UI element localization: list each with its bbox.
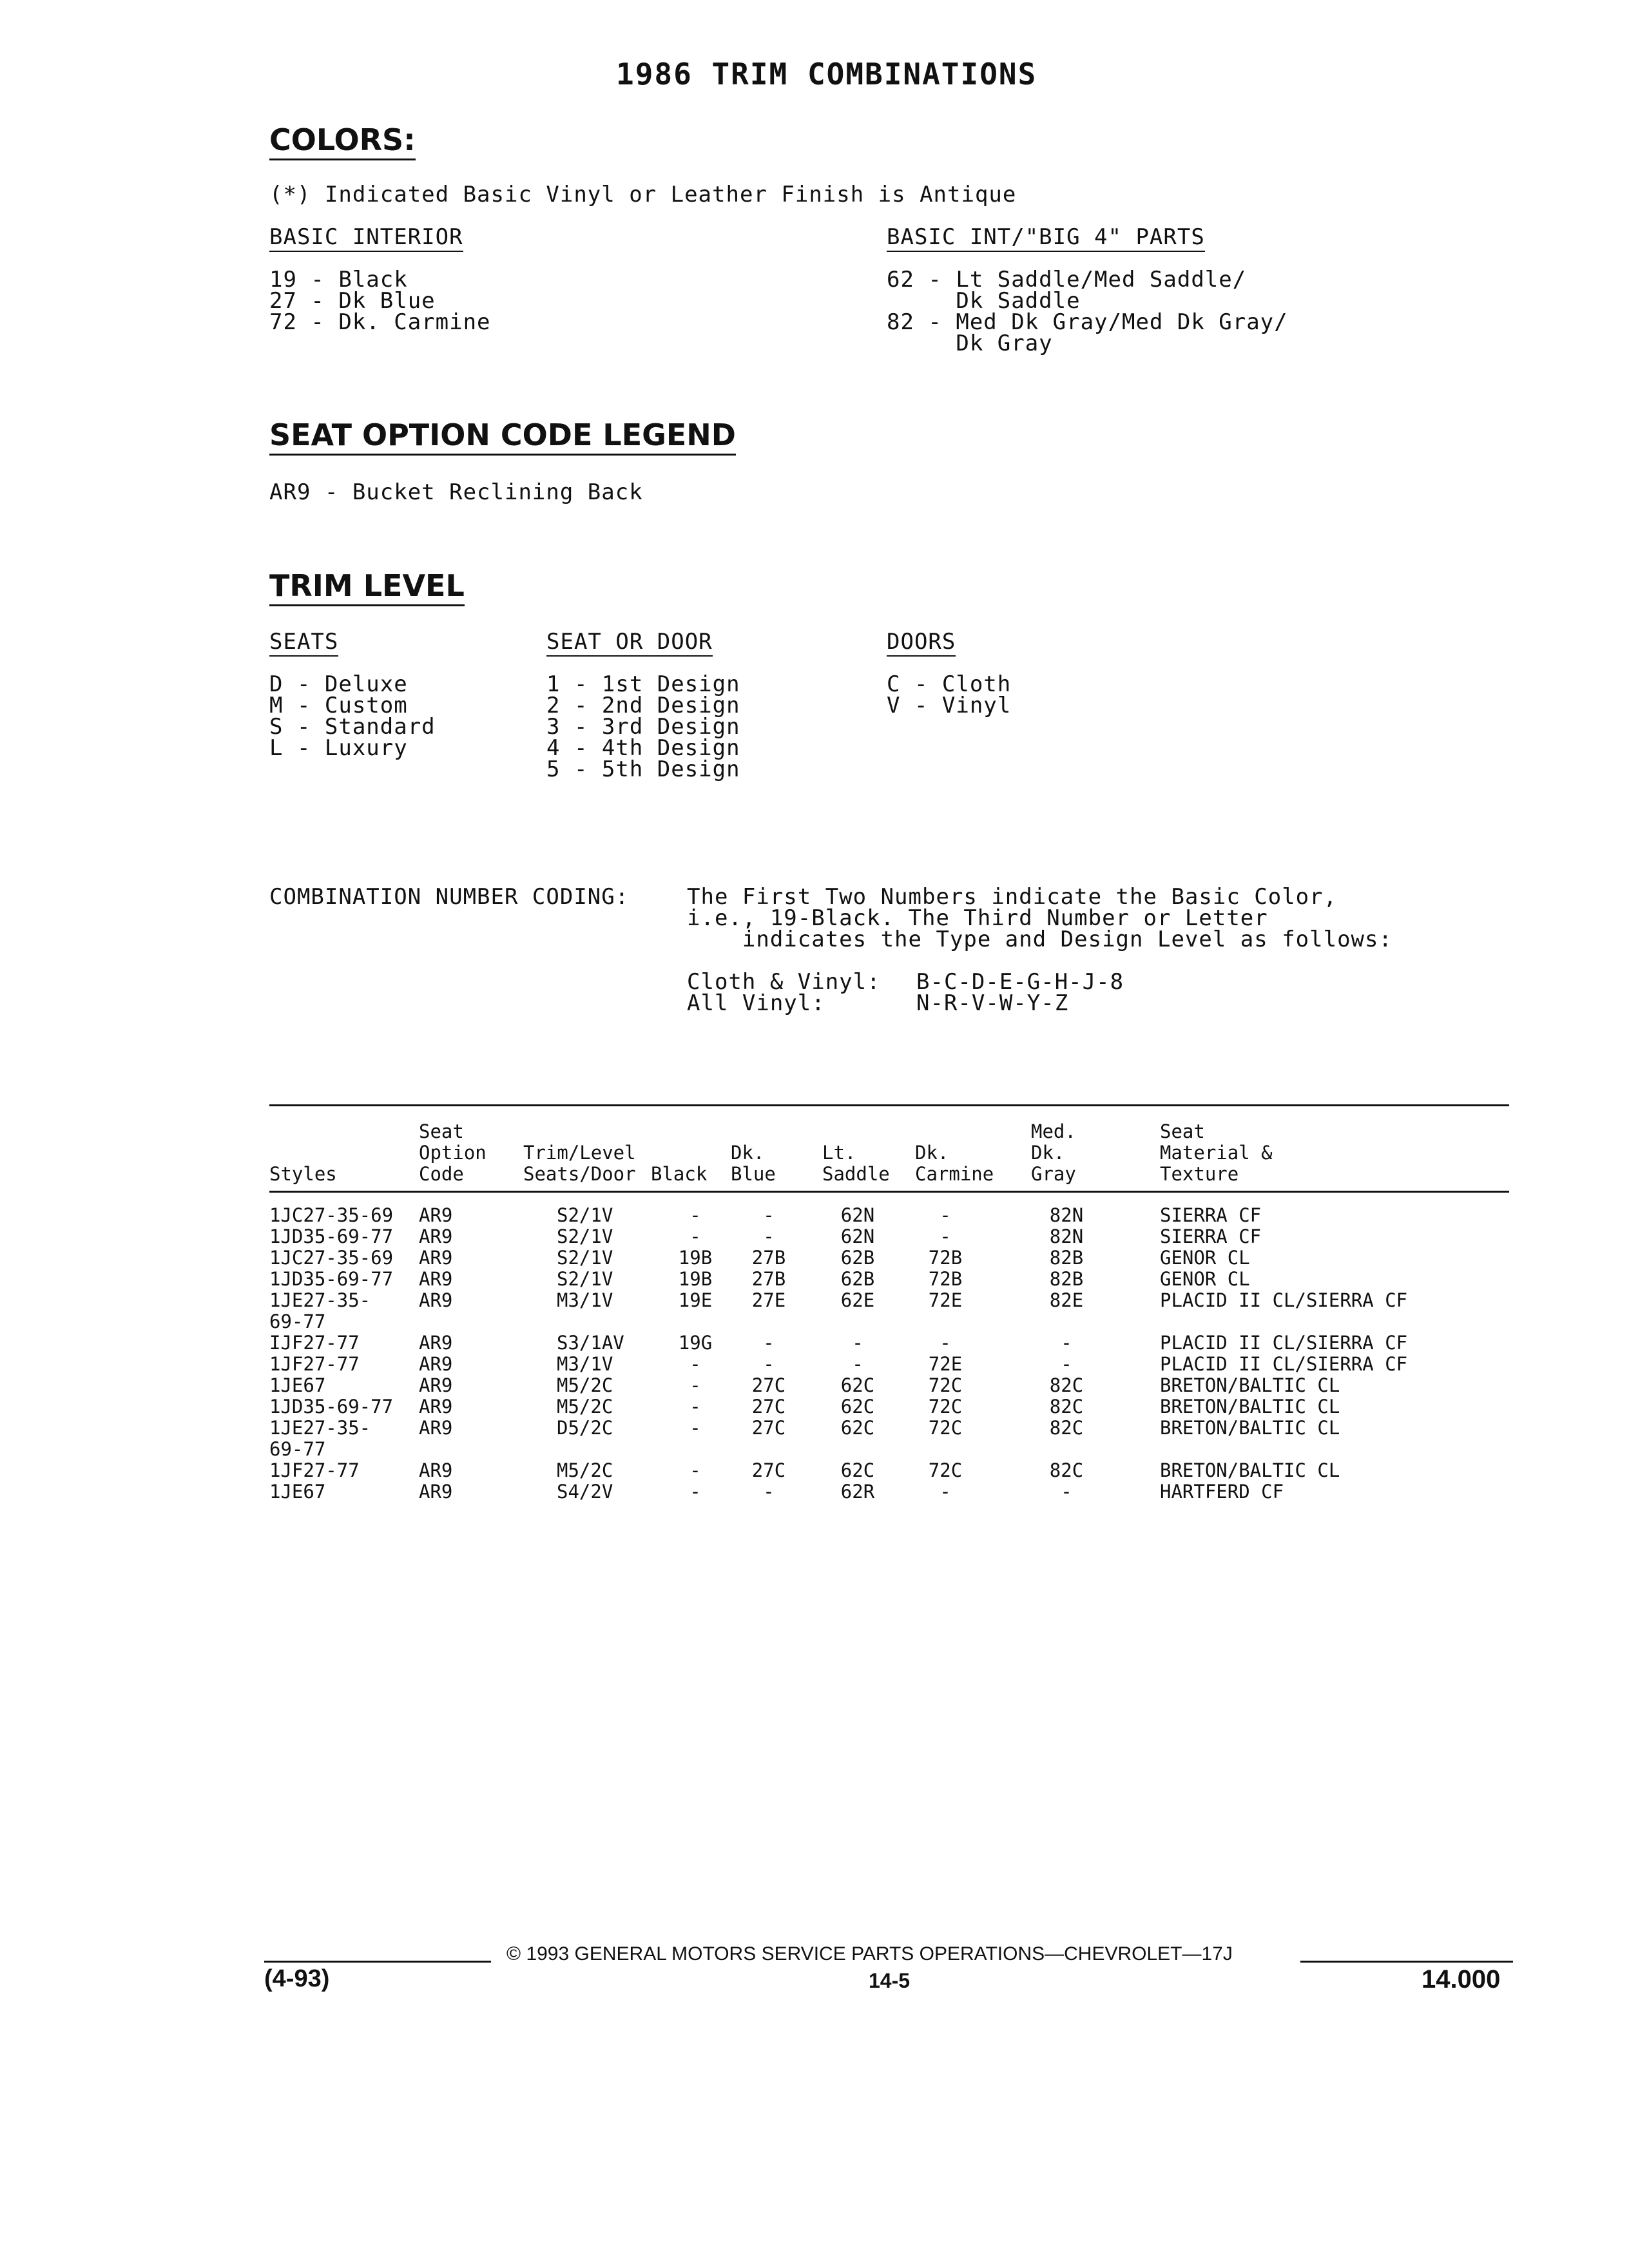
cell-trim-level: S2/1V — [557, 1204, 613, 1226]
cell-med-dk-gray: 82N — [1049, 1204, 1084, 1226]
cell-dk-carmine: 72B — [928, 1247, 963, 1269]
cell-style: 1JD35-69-77 — [269, 1225, 394, 1247]
cell-dk-blue: - — [763, 1481, 775, 1503]
cloth-vinyl-label: Cloth & Vinyl: — [687, 969, 881, 995]
footer-copyright: © 1993 GENERAL MOTORS SERVICE PARTS OPERATIONS—CHEVROLET—17J — [506, 1943, 1233, 1965]
col-header-styles: Styles — [269, 1163, 337, 1185]
cell-black: - — [689, 1225, 701, 1247]
cell-dk-blue: 27C — [751, 1417, 786, 1439]
coding-line: i.e., 19-Black. The Third Number or Letter — [687, 905, 1268, 931]
cell-trim-level: M5/2C — [557, 1396, 613, 1418]
page-title: 1986 TRIM COMBINATIONS — [616, 57, 1037, 91]
cell-seat-material: BRETON/BALTIC CL — [1160, 1417, 1340, 1439]
cell-seat-material: GENOR CL — [1160, 1268, 1250, 1290]
big4-item: Dk Saddle — [887, 288, 1081, 314]
seat-or-door-item: 4 - 4th Design — [546, 735, 740, 761]
cell-lt-saddle: 62R — [840, 1481, 875, 1503]
table-top-rule — [269, 1104, 1509, 1106]
cell-dk-blue: - — [763, 1332, 775, 1354]
cell-seat-material: BRETON/BALTIC CL — [1160, 1396, 1340, 1418]
big4-item: 62 - Lt Saddle/Med Saddle/ — [887, 267, 1247, 293]
cell-trim-level: M3/1V — [557, 1353, 613, 1375]
cell-dk-carmine: - — [940, 1481, 951, 1503]
cell-lt-saddle: 62N — [840, 1225, 875, 1247]
basic-interior-label: BASIC INTERIOR — [269, 227, 463, 252]
cell-dk-blue: 27C — [751, 1374, 786, 1396]
cell-dk-carmine: 72C — [928, 1396, 963, 1418]
seat-or-door-item: 5 - 5th Design — [546, 756, 740, 782]
cell-lt-saddle: 62C — [840, 1374, 875, 1396]
col-header-seat-option: Seat Option Code — [419, 1120, 487, 1185]
cell-med-dk-gray: - — [1061, 1481, 1072, 1503]
cell-seat-material: PLACID II CL/SIERRA CF — [1160, 1332, 1408, 1354]
colors-note: (*) Indicated Basic Vinyl or Leather Finish is Antique — [269, 182, 1017, 207]
doors-label: DOORS — [887, 631, 956, 657]
cell-med-dk-gray: - — [1061, 1332, 1072, 1354]
cell-med-dk-gray: 82B — [1049, 1247, 1084, 1269]
cell-seat-option: AR9 — [419, 1332, 453, 1354]
cell-lt-saddle: 62B — [840, 1247, 875, 1269]
cell-dk-carmine: 72C — [928, 1374, 963, 1396]
cell-style: 1JE27-35- 69-77 — [269, 1289, 371, 1332]
cell-black: - — [689, 1481, 701, 1503]
cell-lt-saddle: 62C — [840, 1417, 875, 1439]
doors-item: V - Vinyl — [887, 693, 1012, 718]
cell-style: 1JE67 — [269, 1481, 326, 1503]
cell-style: 1JF27-77 — [269, 1353, 360, 1375]
doors-item: C - Cloth — [887, 671, 1012, 697]
cell-trim-level: D5/2C — [557, 1417, 613, 1439]
cell-seat-option: AR9 — [419, 1204, 453, 1226]
cell-black: - — [689, 1353, 701, 1375]
cell-seat-option: AR9 — [419, 1396, 453, 1418]
cell-black: 19E — [678, 1289, 713, 1311]
cell-seat-option: AR9 — [419, 1353, 453, 1375]
cell-trim-level: M5/2C — [557, 1459, 613, 1481]
cell-style: 1JF27-77 — [269, 1459, 360, 1481]
cell-seat-option: AR9 — [419, 1289, 453, 1311]
cell-style: IJF27-77 — [269, 1332, 360, 1354]
cell-seat-material: HARTFERD CF — [1160, 1481, 1284, 1503]
big4-item: Dk Gray — [887, 331, 1053, 356]
cell-trim-level: M5/2C — [557, 1374, 613, 1396]
footer-rule-left — [264, 1961, 491, 1963]
cell-dk-blue: 27C — [751, 1459, 786, 1481]
cell-trim-level: S2/1V — [557, 1247, 613, 1269]
cell-dk-carmine: - — [940, 1332, 951, 1354]
col-header-trim-level: Trim/Level Seats/Door — [523, 1142, 636, 1185]
coding-label: COMBINATION NUMBER CODING: — [269, 884, 630, 910]
col-header-black: Black — [651, 1163, 708, 1185]
cell-black: - — [689, 1459, 701, 1481]
coding-line: indicates the Type and Design Level as follows: — [687, 927, 1393, 952]
cell-dk-blue: 27C — [751, 1396, 786, 1418]
cell-med-dk-gray: 82E — [1049, 1289, 1084, 1311]
cell-seat-option: AR9 — [419, 1268, 453, 1290]
footer-rule-right — [1300, 1961, 1513, 1963]
col-header-dk-carmine: Dk. Carmine — [915, 1142, 994, 1185]
cell-trim-level: S4/2V — [557, 1481, 613, 1503]
seat-or-door-item: 3 - 3rd Design — [546, 714, 740, 740]
seat-or-door-item: 2 - 2nd Design — [546, 693, 740, 718]
seats-item: D - Deluxe — [269, 671, 408, 697]
seats-item: L - Luxury — [269, 735, 408, 761]
cell-med-dk-gray: - — [1061, 1353, 1072, 1375]
cell-seat-material: BRETON/BALTIC CL — [1160, 1374, 1340, 1396]
cell-black: 19B — [678, 1268, 713, 1290]
cell-trim-level: S2/1V — [557, 1225, 613, 1247]
seats-item: M - Custom — [269, 693, 408, 718]
cell-lt-saddle: 62C — [840, 1459, 875, 1481]
cell-seat-option: AR9 — [419, 1247, 453, 1269]
cell-black: 19B — [678, 1247, 713, 1269]
cell-style: 1JC27-35-69 — [269, 1247, 394, 1269]
footer-page-number: 14-5 — [869, 1969, 911, 1992]
seat-option-heading: SEAT OPTION CODE LEGEND — [269, 418, 736, 456]
basic-interior-item: 72 - Dk. Carmine — [269, 309, 491, 335]
cell-seat-material: SIERRA CF — [1160, 1204, 1262, 1226]
col-header-med-dk-gray: Med. Dk. Gray — [1031, 1120, 1076, 1185]
seat-option-item: AR9 - Bucket Reclining Back — [269, 479, 643, 505]
cell-black: 19G — [678, 1332, 713, 1354]
cell-med-dk-gray: 82B — [1049, 1268, 1084, 1290]
cell-seat-material: GENOR CL — [1160, 1247, 1250, 1269]
cell-lt-saddle: - — [852, 1353, 863, 1375]
col-header-seat-material: Seat Material & Texture — [1160, 1120, 1273, 1185]
cell-med-dk-gray: 82C — [1049, 1417, 1084, 1439]
cell-lt-saddle: 62C — [840, 1396, 875, 1418]
coding-line: The First Two Numbers indicate the Basic Color, — [687, 884, 1338, 910]
cell-dk-blue: - — [763, 1225, 775, 1247]
cell-dk-carmine: - — [940, 1204, 951, 1226]
cell-dk-blue: 27B — [751, 1247, 786, 1269]
table-header-rule — [269, 1191, 1509, 1193]
cell-med-dk-gray: 82C — [1049, 1396, 1084, 1418]
cell-lt-saddle: 62E — [840, 1289, 875, 1311]
cell-style: 1JC27-35-69 — [269, 1204, 394, 1226]
cell-style: 1JE67 — [269, 1374, 326, 1396]
cell-dk-blue: 27E — [751, 1289, 786, 1311]
trim-level-heading: TRIM LEVEL — [269, 568, 465, 606]
cell-dk-carmine: 72E — [928, 1353, 963, 1375]
cell-lt-saddle: - — [852, 1332, 863, 1354]
footer-date: (4-93) — [264, 1965, 330, 1992]
cell-lt-saddle: 62N — [840, 1204, 875, 1226]
all-vinyl-value: N-R-V-W-Y-Z — [916, 990, 1069, 1016]
seats-item: S - Standard — [269, 714, 436, 740]
colors-heading: COLORS: — [269, 122, 416, 160]
cell-lt-saddle: 62B — [840, 1268, 875, 1290]
cell-dk-carmine: 72E — [928, 1289, 963, 1311]
cell-dk-blue: - — [763, 1204, 775, 1226]
footer-section-number: 14.000 — [1422, 1965, 1501, 1994]
cell-seat-material: PLACID II CL/SIERRA CF — [1160, 1353, 1408, 1375]
cell-seat-option: AR9 — [419, 1225, 453, 1247]
cell-style: 1JE27-35- 69-77 — [269, 1417, 371, 1460]
seat-or-door-label: SEAT OR DOOR — [546, 631, 713, 657]
cell-black: - — [689, 1396, 701, 1418]
cell-seat-option: AR9 — [419, 1481, 453, 1503]
cell-seat-option: AR9 — [419, 1417, 453, 1439]
cell-trim-level: M3/1V — [557, 1289, 613, 1311]
cell-dk-carmine: 72C — [928, 1417, 963, 1439]
cell-seat-option: AR9 — [419, 1374, 453, 1396]
seats-label: SEATS — [269, 631, 338, 657]
cell-seat-material: SIERRA CF — [1160, 1225, 1262, 1247]
basic-interior-item: 27 - Dk Blue — [269, 288, 436, 314]
all-vinyl-label: All Vinyl: — [687, 990, 825, 1016]
cell-med-dk-gray: 82N — [1049, 1225, 1084, 1247]
cell-black: - — [689, 1204, 701, 1226]
cloth-vinyl-value: B-C-D-E-G-H-J-8 — [916, 969, 1124, 995]
seat-or-door-item: 1 - 1st Design — [546, 671, 740, 697]
col-header-dk-blue: Dk. Blue — [731, 1142, 776, 1185]
big4-item: 82 - Med Dk Gray/Med Dk Gray/ — [887, 309, 1288, 335]
cell-seat-material: BRETON/BALTIC CL — [1160, 1459, 1340, 1481]
cell-dk-carmine: 72B — [928, 1268, 963, 1290]
cell-dk-carmine: - — [940, 1225, 951, 1247]
cell-black: - — [689, 1374, 701, 1396]
cell-black: - — [689, 1417, 701, 1439]
cell-dk-blue: - — [763, 1353, 775, 1375]
cell-style: 1JD35-69-77 — [269, 1268, 394, 1290]
cell-style: 1JD35-69-77 — [269, 1396, 394, 1418]
cell-trim-level: S3/1AV — [557, 1332, 624, 1354]
col-header-lt-saddle: Lt. Saddle — [822, 1142, 890, 1185]
cell-dk-carmine: 72C — [928, 1459, 963, 1481]
cell-seat-option: AR9 — [419, 1459, 453, 1481]
basic-interior-item: 19 - Black — [269, 267, 408, 293]
cell-dk-blue: 27B — [751, 1268, 786, 1290]
cell-med-dk-gray: 82C — [1049, 1374, 1084, 1396]
big4-label: BASIC INT/"BIG 4" PARTS — [887, 227, 1205, 252]
cell-med-dk-gray: 82C — [1049, 1459, 1084, 1481]
cell-trim-level: S2/1V — [557, 1268, 613, 1290]
cell-seat-material: PLACID II CL/SIERRA CF — [1160, 1289, 1408, 1311]
